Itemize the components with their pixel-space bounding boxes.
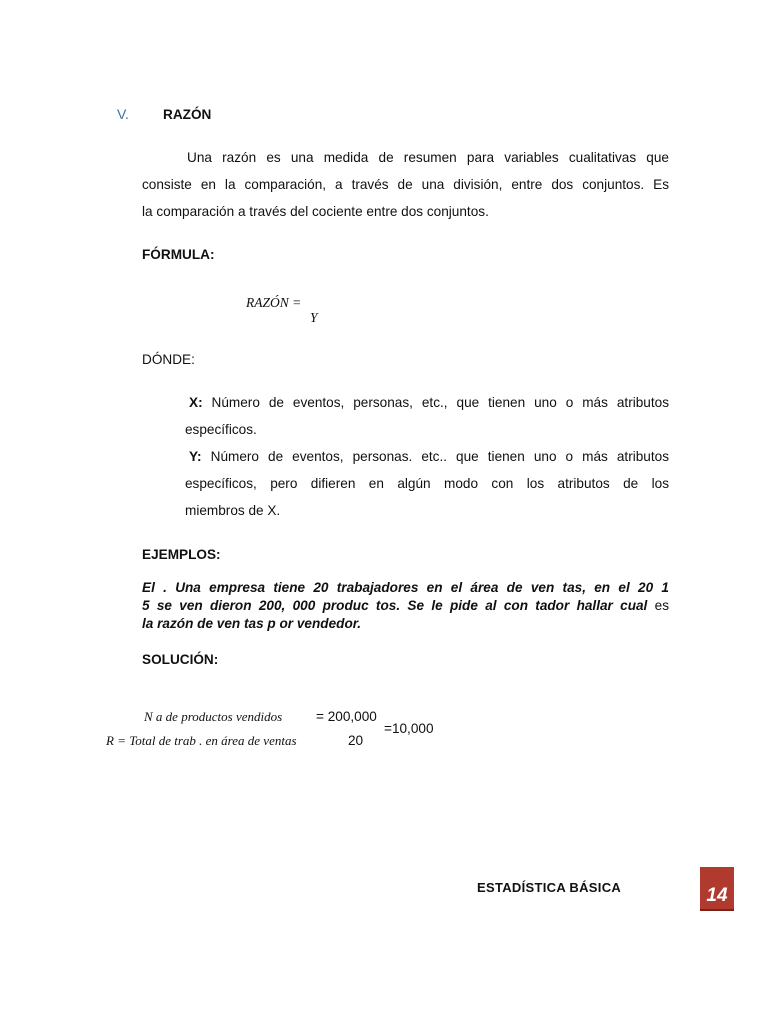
solution-numerator-value: = 200,000 <box>316 709 377 724</box>
definition-y-cont: específicos, pero difieren en algún modo con los atributos de los <box>185 476 669 491</box>
solution-result: =10,000 <box>384 721 434 736</box>
definition-y-text: Número de eventos, personas. etc.. que tienen uno o más atributos <box>210 449 669 464</box>
definition-x-cont: específicos. <box>185 422 257 437</box>
section-title: RAZÓN <box>163 107 212 122</box>
example-line: El . Una empresa tiene 20 trabajadores en el área de ven tas, en el 20 1 <box>142 580 669 595</box>
formula-denominator: Y <box>310 310 318 325</box>
section-number: V. <box>117 106 129 122</box>
definition-y-cont: miembros de X. <box>185 503 281 518</box>
intro-line: consiste en la comparación, a través de una división, entre dos conjuntos. Es <box>142 177 669 192</box>
example-text <box>142 579 669 633</box>
example-line <box>142 597 669 615</box>
solution-heading: SOLUCIÓN: <box>142 652 219 667</box>
definition-x-label: X: <box>189 395 203 410</box>
definition-x-line <box>185 389 669 416</box>
page-number-badge <box>700 867 734 911</box>
footer-title: ESTADÍSTICA BÁSICA <box>477 880 622 895</box>
intro-paragraph <box>142 144 669 225</box>
example-line: la razón de ven tas p or vendedor. <box>142 616 362 631</box>
where-heading: DÓNDE: <box>142 352 195 367</box>
example-line-tail: es <box>654 598 670 613</box>
example-line-bold: 5 se ven dieron 200, 000 produc tos. Se le pide al con tador hallar cual <box>142 598 648 613</box>
formula-lhs: RAZÓN = <box>246 295 302 310</box>
solution-numerator-label: N a de productos vendidos <box>144 709 283 724</box>
solution-denominator-value: 20 <box>348 733 364 748</box>
solution-lhs-label: R = Total de trab . en área de ventas <box>106 733 297 748</box>
definition-y-line <box>185 443 669 470</box>
definition-x-text: Número de eventos, personas, etc., que tienen uno o más atributos <box>211 395 669 410</box>
definitions <box>185 389 669 524</box>
intro-line: Una razón es una medida de resumen para variables cualitativas que <box>187 150 669 165</box>
intro-line: la comparación a través del cociente entre dos conjuntos. <box>142 204 489 219</box>
examples-heading: EJEMPLOS: <box>142 547 221 562</box>
definition-y-label: Y: <box>189 449 202 464</box>
formula-heading: FÓRMULA: <box>142 247 215 262</box>
page-number: 14 <box>706 885 728 906</box>
